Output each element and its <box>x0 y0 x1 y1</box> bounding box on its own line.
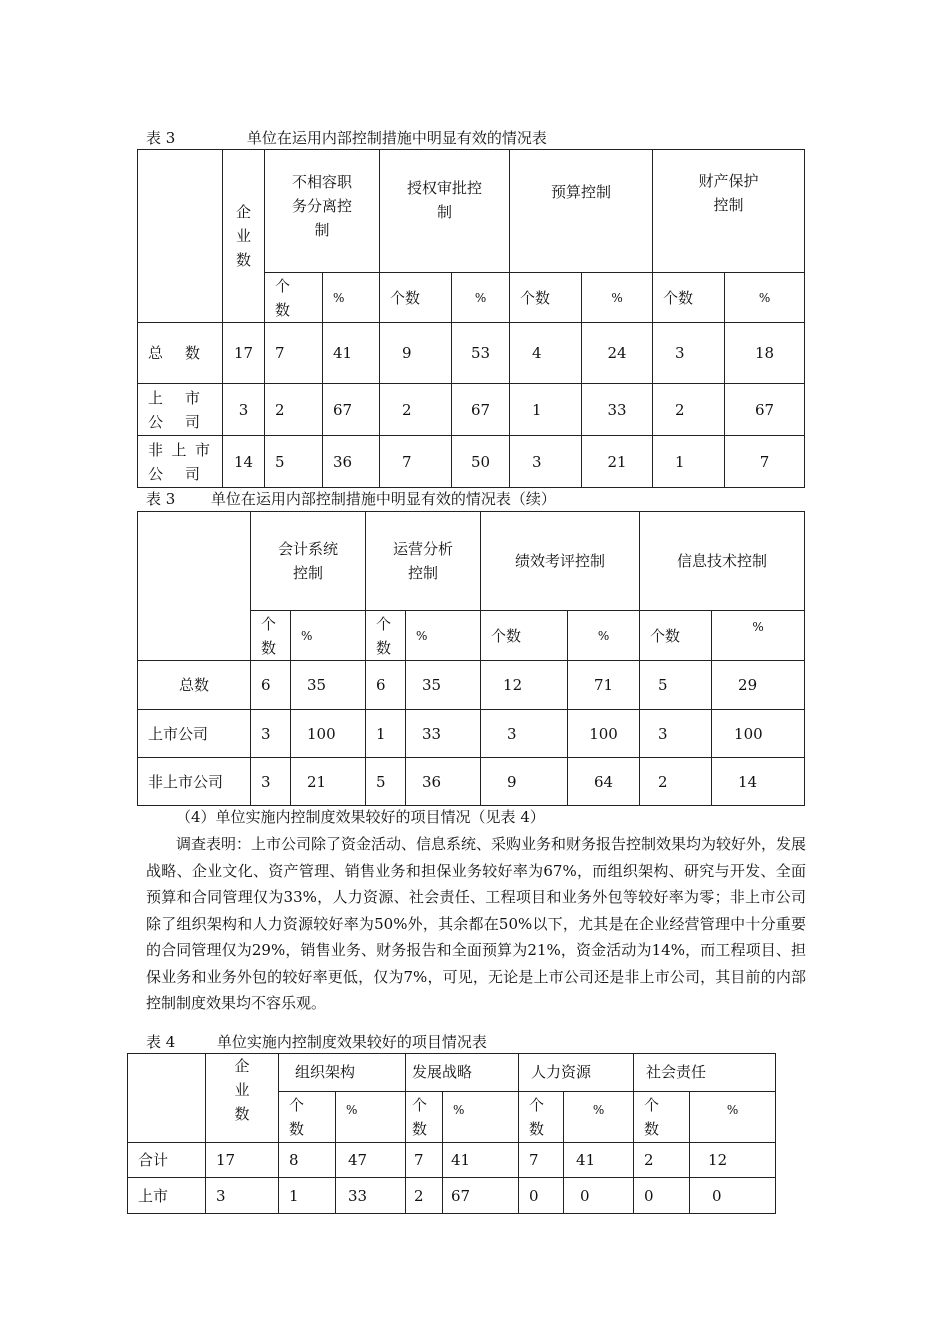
value-cell: 41 <box>564 1143 634 1178</box>
table3b-group-header: 绩效考评控制 <box>481 512 640 611</box>
section-paragraph: 调查表明：上市公司除了资金活动、信息系统、采购业务和财务报告控制效果均为较好外，发展战略、企业文化、资产管理、销售业务和担保业务较好率为67%，而组织架构、研究与开发、全面预算和合同管理仅为33%，人力资源、社会责任、工程项目和业务外包等较好率为零；非上市公司除了组织架构和人力资源较好率为50%外，其余都在50%以下，尤其是在企业经营管理中十分重要的合同管理仅为29%，销售业务、财务报告和全面预算为21%，资金活动为14%，而工程项目、担保业务和业务外包的较好率更低，仅为7%，可见，无论是上市公司还是非上市公司，其目前的内部控制制度效果均不容乐观。 <box>146 835 807 1012</box>
table4-subheader-count: 个 数 <box>519 1091 564 1142</box>
table4-subheader-pct: % <box>564 1091 634 1142</box>
table-row <box>138 710 805 758</box>
value-cell: 0 <box>564 1178 634 1214</box>
value-cell: 3 <box>510 436 582 488</box>
value-cell: 2 <box>640 758 712 806</box>
value-cell: 33 <box>582 384 653 436</box>
table4-group-header: 社会责任 <box>634 1054 776 1092</box>
table-row <box>138 323 805 384</box>
value-cell: 2 <box>653 384 725 436</box>
table3b-subheader-pct: % <box>291 611 366 661</box>
table3b-subheader-count: 个数 <box>640 611 712 661</box>
enterprise-count-cell: 3 <box>223 384 265 436</box>
table-row <box>138 384 805 436</box>
value-cell: 35 <box>291 661 366 710</box>
value-cell: 24 <box>582 323 653 384</box>
table-row <box>138 758 805 806</box>
value-cell: 4 <box>510 323 582 384</box>
table3-subheader-pct: % <box>582 273 653 323</box>
row-label: 非 上 市 公 司 <box>138 436 223 488</box>
table4-subheader-count: 个 数 <box>406 1091 443 1142</box>
value-cell: 5 <box>366 758 406 806</box>
table3-caption-label: 表 3 <box>146 129 176 147</box>
table3b-corner-cell <box>138 512 251 661</box>
table3b-subheader-count: 个 数 <box>251 611 291 661</box>
value-cell: 36 <box>323 436 380 488</box>
value-cell: 1 <box>510 384 582 436</box>
section-heading: （4）单位实施内控制度效果较好的项目情况（见表 4） <box>176 808 545 826</box>
table3-subheader-pct: % <box>725 273 805 323</box>
value-cell: 18 <box>725 323 805 384</box>
value-cell: 3 <box>481 710 568 758</box>
value-cell: 50 <box>452 436 510 488</box>
value-cell: 7 <box>265 323 323 384</box>
table4-enterprise-count-header: 企 业 数 <box>206 1054 279 1143</box>
value-cell: 1 <box>653 436 725 488</box>
enterprise-count-cell: 14 <box>223 436 265 488</box>
table3-group-header: 授权审批控 制 <box>380 150 510 273</box>
table3-group-header: 财产保护 控制 <box>653 150 805 273</box>
value-cell: 67 <box>725 384 805 436</box>
table3-subheader-count: 个数 <box>380 273 452 323</box>
value-cell: 1 <box>366 710 406 758</box>
value-cell: 100 <box>568 710 640 758</box>
value-cell: 47 <box>336 1143 406 1178</box>
value-cell: 64 <box>568 758 640 806</box>
table4-caption <box>146 1031 487 1052</box>
value-cell: 100 <box>291 710 366 758</box>
value-cell: 5 <box>265 436 323 488</box>
table4-subheader-pct: % <box>690 1091 776 1142</box>
value-cell: 67 <box>323 384 380 436</box>
table3-subheader-count: 个数 <box>510 273 582 323</box>
enterprise-count-cell: 17 <box>206 1143 279 1178</box>
table-row <box>138 436 805 488</box>
table3 <box>137 149 805 488</box>
table4-subheader-pct: % <box>336 1091 406 1142</box>
value-cell: 67 <box>443 1178 519 1214</box>
enterprise-count-cell: 17 <box>223 323 265 384</box>
table3b-subheader-count: 个 数 <box>366 611 406 661</box>
table3-subheader-count: 个数 <box>653 273 725 323</box>
value-cell: 14 <box>712 758 805 806</box>
table3b-group-header: 信息技术控制 <box>640 512 805 611</box>
table3-caption-title: 单位在运用内部控制措施中明显有效的情况表 <box>246 129 547 147</box>
row-label: 总数 <box>138 661 251 710</box>
value-cell: 6 <box>366 661 406 710</box>
value-cell: 36 <box>406 758 481 806</box>
table3b-group-header: 运营分析 控制 <box>366 512 481 611</box>
value-cell: 3 <box>640 710 712 758</box>
row-label: 非上市公司 <box>138 758 251 806</box>
value-cell: 0 <box>519 1178 564 1214</box>
table-row <box>138 661 805 710</box>
value-cell: 2 <box>265 384 323 436</box>
row-label: 上市 <box>128 1178 206 1214</box>
table3b-subheader-pct: % <box>712 611 805 661</box>
table3-subheader-count: 个 数 <box>265 273 323 323</box>
table4-group-header: 发展战略 <box>406 1054 519 1092</box>
table3b-caption-title: 单位在运用内部控制措施中明显有效的情况表（续） <box>210 490 556 508</box>
table4-subheader-count: 个 数 <box>634 1091 690 1142</box>
value-cell: 100 <box>712 710 805 758</box>
value-cell: 2 <box>380 384 452 436</box>
value-cell: 6 <box>251 661 291 710</box>
table3-corner-cell <box>138 150 223 323</box>
value-cell: 0 <box>634 1178 690 1214</box>
value-cell: 21 <box>291 758 366 806</box>
value-cell: 7 <box>406 1143 443 1178</box>
table3b-group-header: 会计系统 控制 <box>251 512 366 611</box>
value-cell: 3 <box>251 758 291 806</box>
value-cell: 41 <box>323 323 380 384</box>
value-cell: 7 <box>380 436 452 488</box>
table3-group-header: 预算控制 <box>510 150 653 273</box>
value-cell: 8 <box>279 1143 336 1178</box>
value-cell: 3 <box>251 710 291 758</box>
row-label: 合计 <box>128 1143 206 1178</box>
value-cell: 3 <box>653 323 725 384</box>
value-cell: 67 <box>452 384 510 436</box>
value-cell: 41 <box>443 1143 519 1178</box>
value-cell: 53 <box>452 323 510 384</box>
table-row <box>128 1143 776 1178</box>
value-cell: 29 <box>712 661 805 710</box>
value-cell: 5 <box>640 661 712 710</box>
enterprise-count-cell: 3 <box>206 1178 279 1214</box>
value-cell: 1 <box>279 1178 336 1214</box>
table4-group-header: 人力资源 <box>519 1054 634 1092</box>
table3-enterprise-count-header: 企 业 数 <box>223 150 265 323</box>
value-cell: 0 <box>690 1178 776 1214</box>
value-cell: 7 <box>725 436 805 488</box>
table4-group-header: 组织架构 <box>279 1054 406 1092</box>
table3-group-header: 不相容职 务分离控 制 <box>265 150 380 273</box>
value-cell: 35 <box>406 661 481 710</box>
table3b-subheader-pct: % <box>406 611 481 661</box>
table3-subheader-pct: % <box>323 273 380 323</box>
table4-subheader-count: 个 数 <box>279 1091 336 1142</box>
table4-caption-label: 表 4 <box>146 1033 176 1051</box>
table-row <box>128 1178 776 1214</box>
table4 <box>127 1053 776 1214</box>
table3b-caption <box>146 488 556 509</box>
table4-caption-title: 单位实施内控制度效果较好的项目情况表 <box>216 1033 487 1051</box>
value-cell: 33 <box>406 710 481 758</box>
table3-subheader-pct: % <box>452 273 510 323</box>
table3-caption <box>146 127 547 148</box>
table3b-subheader-count: 个数 <box>481 611 568 661</box>
value-cell: 2 <box>406 1178 443 1214</box>
value-cell: 71 <box>568 661 640 710</box>
value-cell: 9 <box>380 323 452 384</box>
row-label: 上市公司 <box>138 710 251 758</box>
value-cell: 9 <box>481 758 568 806</box>
value-cell: 12 <box>481 661 568 710</box>
value-cell: 2 <box>634 1143 690 1178</box>
table4-subheader-pct: % <box>443 1091 519 1142</box>
table3b-caption-label: 表 3 <box>146 490 176 508</box>
row-label: 上 市 公 司 <box>138 384 223 436</box>
table3b-subheader-pct: % <box>568 611 640 661</box>
table4-corner-cell <box>128 1054 206 1143</box>
table3b <box>137 511 805 806</box>
value-cell: 21 <box>582 436 653 488</box>
row-label: 总 数 <box>138 323 223 384</box>
value-cell: 12 <box>690 1143 776 1178</box>
value-cell: 33 <box>336 1178 406 1214</box>
value-cell: 7 <box>519 1143 564 1178</box>
